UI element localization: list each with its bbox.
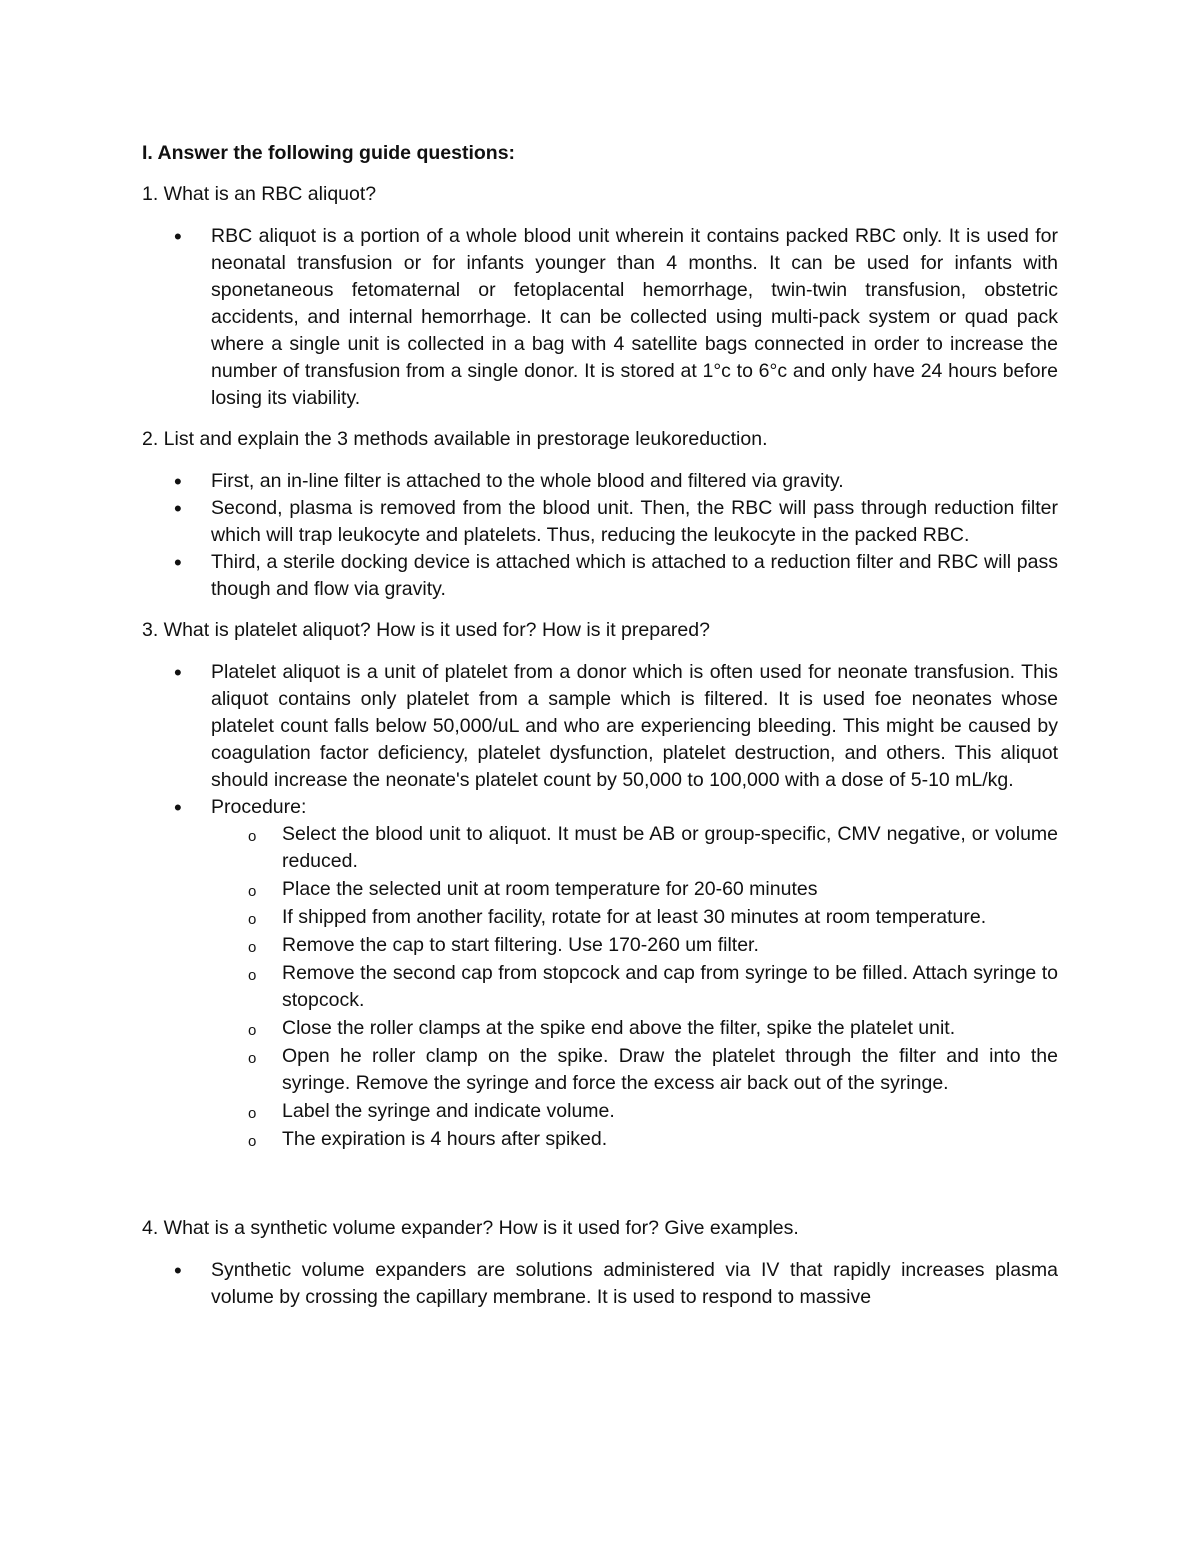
answer-list-1 (142, 223, 1058, 412)
procedure-label: Procedure: (211, 796, 307, 818)
answer-list-2 (142, 468, 1058, 603)
answer-list-3 (142, 659, 1058, 1153)
answer-bullet: • Synthetic volume expanders are solutions administered via IV that rapidly increases plasma volume by crossing the capillary membrane. It is used to respond to massive (142, 1257, 1058, 1311)
procedure-step: o Label the syringe and indicate volume. (211, 1098, 1058, 1125)
procedure-bullet (142, 794, 1058, 1153)
answer-bullet: • Third, a sterile docking device is attached which is attached to a reduction filter and RBC will pass though and flow via gravity. (142, 549, 1058, 603)
procedure-step: o If shipped from another facility, rotate for at least 30 minutes at room temperature. (211, 904, 1058, 931)
procedure-step: o Close the roller clamps at the spike end above the filter, spike the platelet unit. (211, 1015, 1058, 1042)
question-1: 1. What is an RBC aliquot? (142, 183, 377, 205)
question-2: 2. List and explain the 3 methods available in prestorage leukoreduction. (142, 428, 768, 450)
answer-bullet: • First, an in-line filter is attached to the whole blood and filtered via gravity. (142, 468, 1058, 495)
procedure-step: o The expiration is 4 hours after spiked. (211, 1126, 1058, 1153)
answer-list-4 (142, 1257, 1058, 1311)
answer-bullet: • Platelet aliquot is a unit of platelet from a donor which is often used for neonate transfusion. This aliquot contains only platelet from a sample which is filtered. It is used foe neonates whose platelet count falls below 50,000/uL and who are experiencing bleeding. This might be caused by coagulation factor deficiency, platelet dysfunction, platelet destruction, and others. This aliquot should increase the neonate's platelet count by 50,000 to 100,000 with a dose of 5-10 mL/kg. (142, 659, 1058, 794)
procedure-step: o Open he roller clamp on the spike. Draw the platelet through the filter and into the syringe. Remove the syringe and force the excess air back out of the syringe. (211, 1043, 1058, 1097)
procedure-steps (211, 821, 1058, 1153)
procedure-step: o Remove the cap to start filtering. Use 170-260 um filter. (211, 932, 1058, 959)
section-heading: I. Answer the following guide questions: (142, 142, 516, 164)
procedure-step: o Remove the second cap from stopcock and cap from syringe to be filled. Attach syringe to stopcock. (211, 960, 1058, 1014)
answer-bullet: • RBC aliquot is a portion of a whole blood unit wherein it contains packed RBC only. It is used for neonatal transfusion or for infants younger than 4 months. It can be used for infants with sponetaneous fetomaternal or fetoplacental hemorrhage, twin-twin transfusion, obstetric accidents, and internal hemorrhage. It can be collected using multi-pack system or quad pack where a single unit is collected in a bag with 4 satellite bags connected in order to increase the number of transfusion from a single donor. It is stored at 1°c to 6°c and only have 24 hours before losing its viability. (142, 223, 1058, 412)
document-content (142, 140, 1058, 1325)
procedure-step: o Select the blood unit to aliquot. It must be AB or group-specific, CMV negative, or volume reduced. (211, 821, 1058, 875)
answer-bullet: • Second, plasma is removed from the blood unit. Then, the RBC will pass through reduction filter which will trap leukocyte and platelets. Thus, reducing the leukocyte in the packed RBC. (142, 495, 1058, 549)
question-3: 3. What is platelet aliquot? How is it used for? How is it prepared? (142, 619, 710, 641)
procedure-step: o Place the selected unit at room temperature for 20-60 minutes (211, 876, 1058, 903)
question-4: 4. What is a synthetic volume expander? How is it used for? Give examples. (142, 1217, 799, 1239)
spacer (142, 1167, 1058, 1215)
